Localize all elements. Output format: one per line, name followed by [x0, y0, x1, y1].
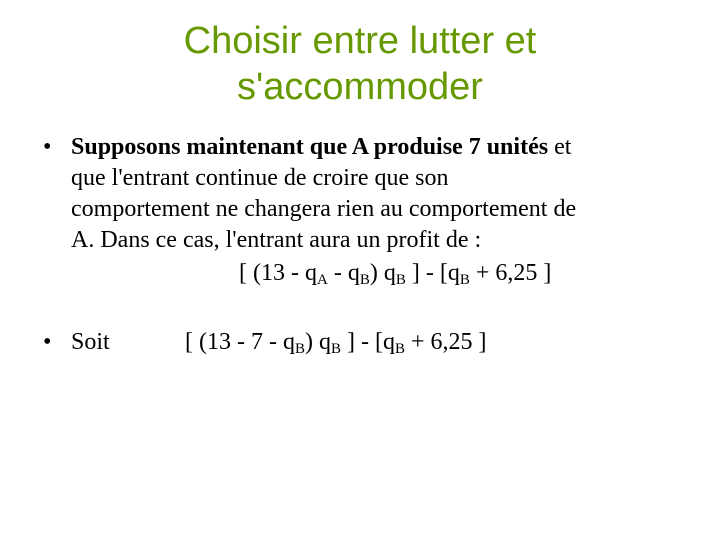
formula-2-part: + 6,25 ]	[405, 329, 487, 355]
formula-1-subscript: A	[316, 272, 328, 288]
formula-1-part: ] - [q	[405, 260, 460, 286]
title-line-1: Choisir entre lutter et	[183, 20, 537, 62]
formula-1-subscript: B	[395, 272, 406, 288]
bullet-item-2	[35, 327, 695, 358]
formula-2-subscript: B	[294, 341, 305, 357]
formula-2-part: ) q	[304, 329, 331, 355]
bullet-1-line-3: comportement ne changera rien au comportement de	[71, 196, 577, 222]
slide-body	[35, 132, 695, 358]
formula-1-subscript: B	[459, 272, 470, 288]
formula-1-part: - q	[327, 260, 360, 286]
title-line-2: s'accommoder	[237, 66, 483, 108]
formula-1-part: [ (13 - q	[239, 260, 317, 286]
bullet-icon: •	[43, 134, 52, 160]
formula-2-subscript: B	[394, 341, 405, 357]
slide-title	[60, 18, 660, 110]
bullet-1-rest: et	[548, 134, 572, 160]
bullet-item-1	[35, 132, 695, 289]
profit-formula-1	[71, 258, 695, 289]
formula-1-subscript: B	[359, 272, 370, 288]
bullet-icon: •	[43, 329, 52, 355]
formula-2-part: ] - [q	[341, 329, 395, 355]
bullet-1-line-2: que l'entrant continue de croire que son	[71, 165, 449, 191]
formula-1-part: ) q	[369, 260, 396, 286]
bullet-1-line-1	[71, 132, 695, 163]
formula-1-part: + 6,25 ]	[469, 260, 552, 286]
formula-2-subscript: B	[330, 341, 341, 357]
profit-formula-2	[71, 327, 695, 358]
bullet-1-line-4: A. Dans ce cas, l'entrant aura un profit de :	[71, 227, 482, 253]
soit-label: Soit	[71, 329, 110, 355]
bullet-1-bold-text: Supposons maintenant que A produise 7 unités	[71, 134, 549, 160]
formula-2-part: [ (13 - 7 - q	[185, 329, 295, 355]
